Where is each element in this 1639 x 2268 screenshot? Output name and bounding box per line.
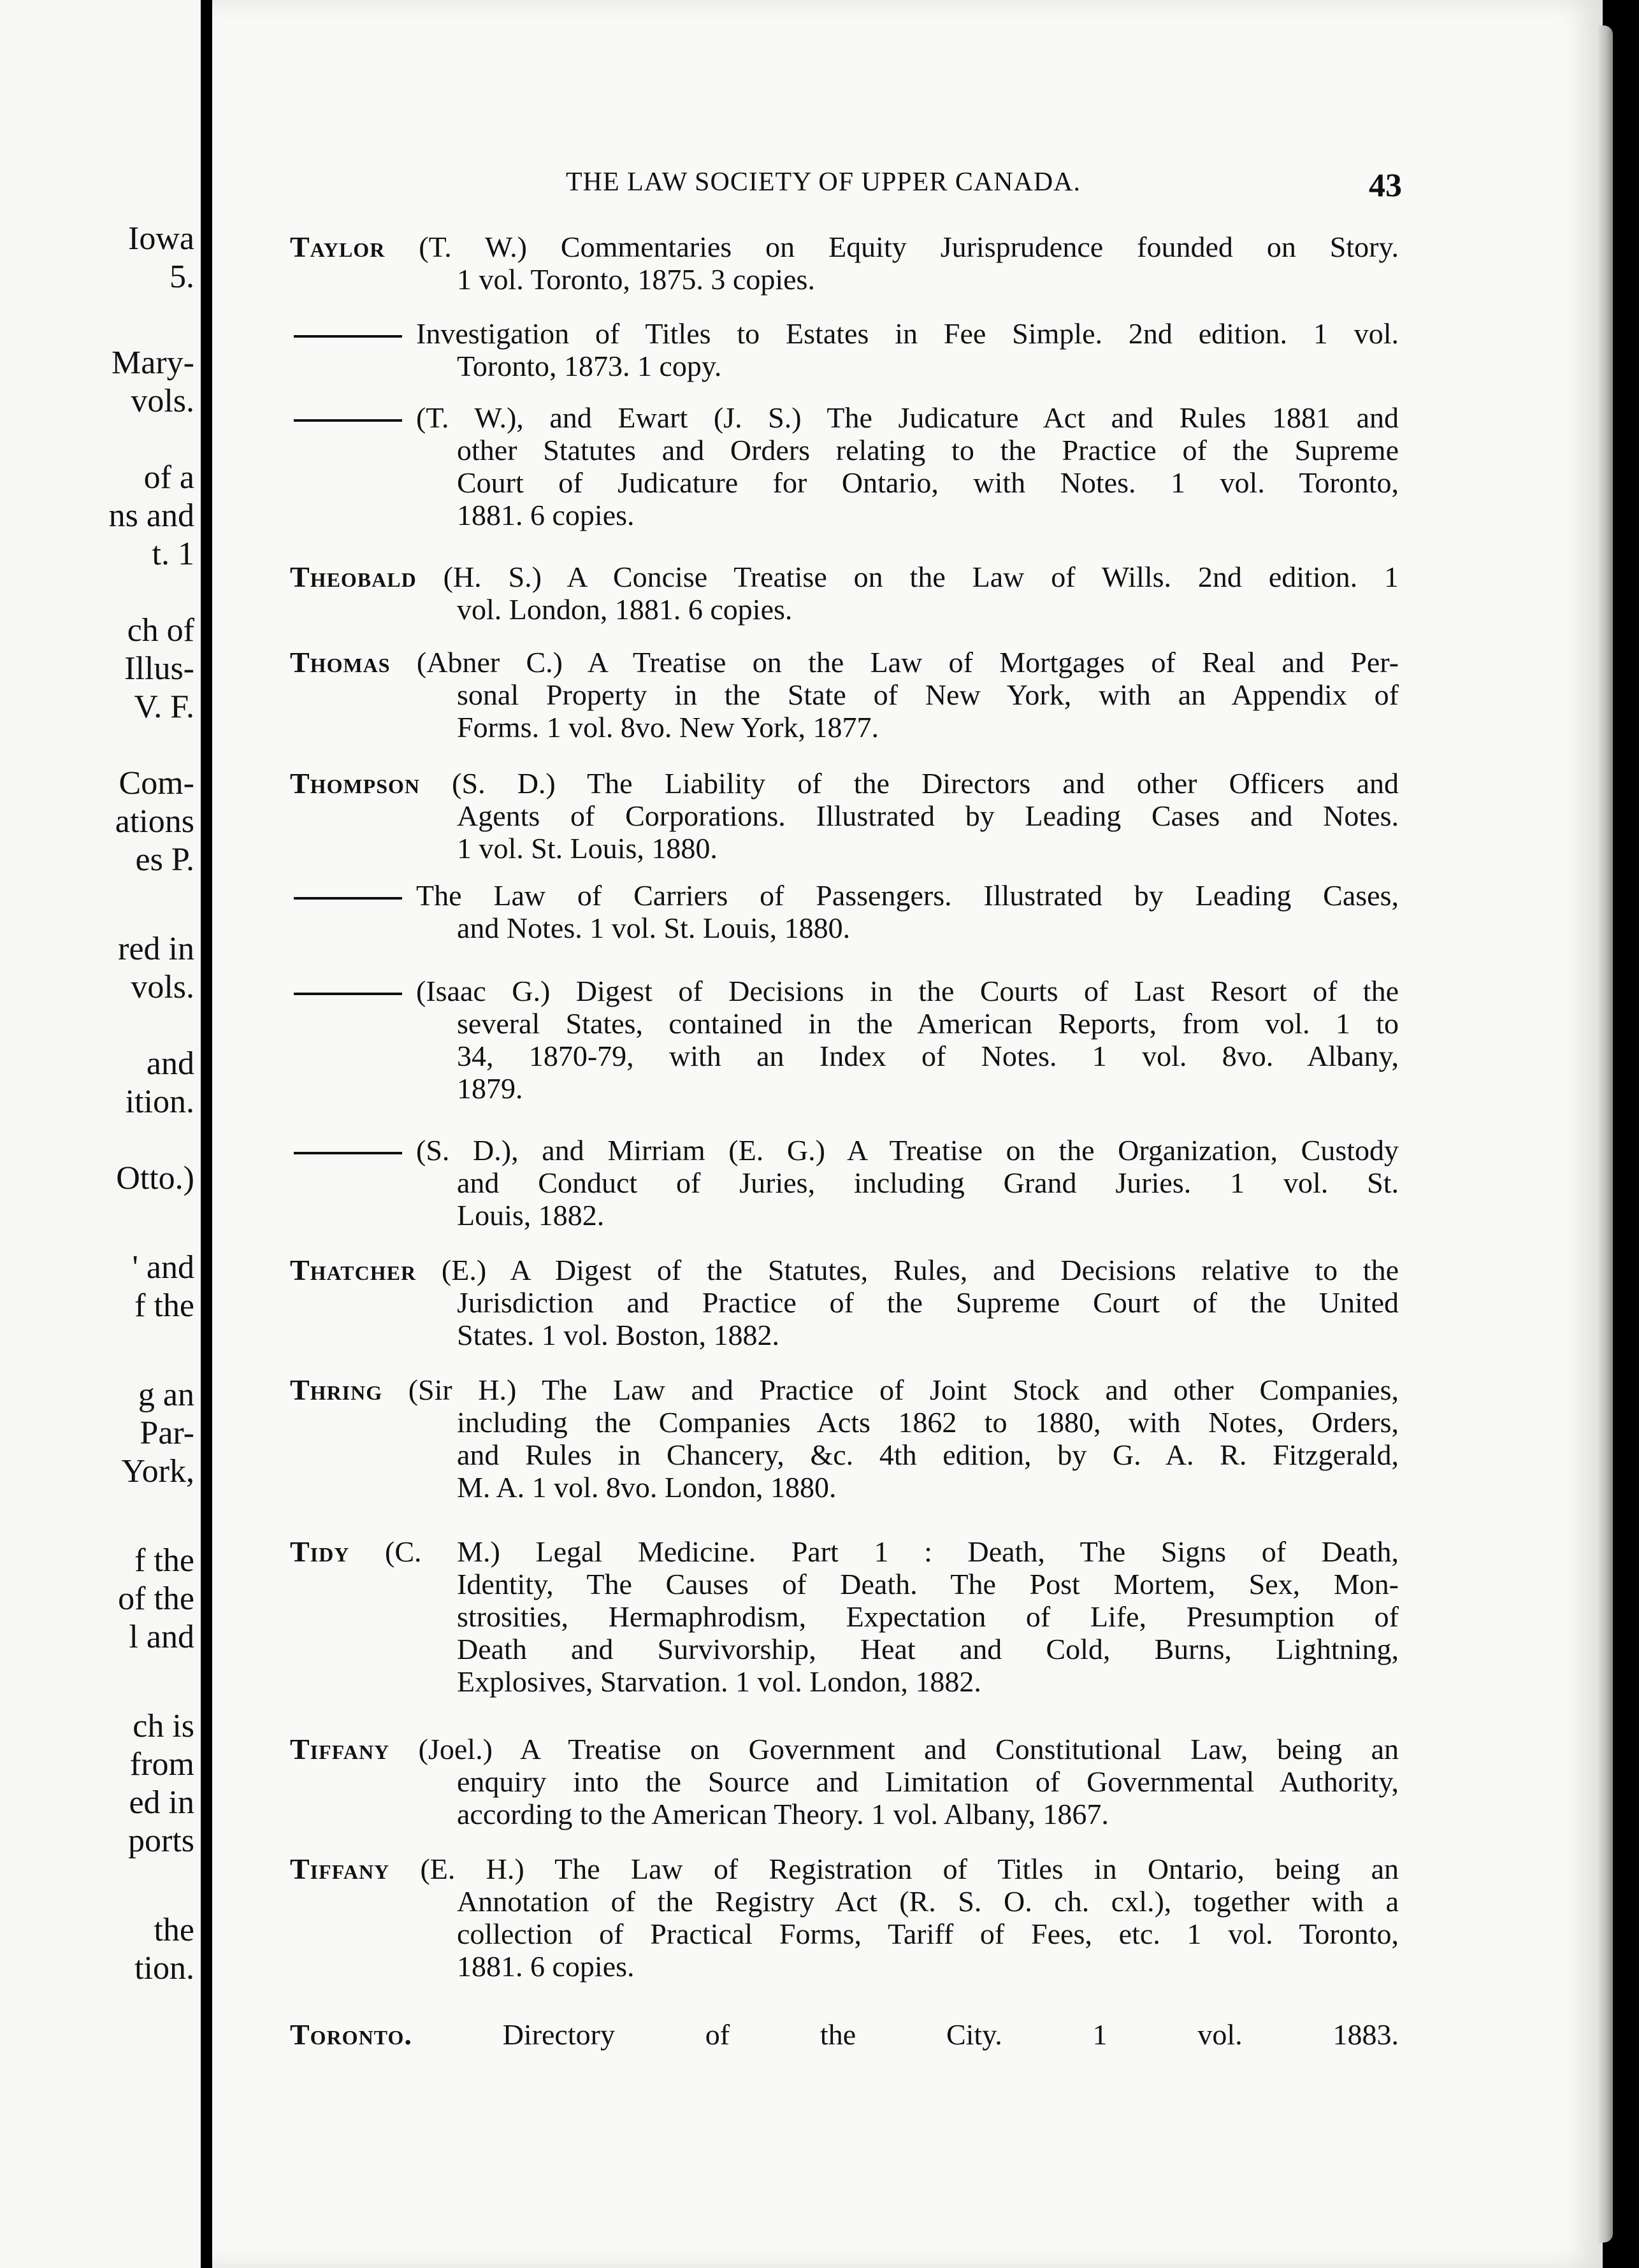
facing-page-fragment: from bbox=[129, 1746, 194, 1783]
entry-line: 1881. 6 copies. bbox=[457, 1950, 635, 1983]
entry-line: Annotation of the Registry Act (R. S. O. ch. cxl.), together with a bbox=[457, 1885, 1399, 1918]
entry-line: Court of Judicature for Ontario, with Notes. 1 vol. Toronto, bbox=[457, 466, 1399, 499]
entry-line: strosities, Hermaphrodism, Expectation of Life, Presumption of bbox=[457, 1600, 1399, 1633]
entry-line: Agents of Corporations. Illustrated by Leading Cases and Notes. bbox=[457, 800, 1399, 832]
entry-author: Toronto. bbox=[290, 2018, 412, 2051]
facing-page-fragment: Otto.) bbox=[116, 1160, 194, 1196]
entry-text: (Joel.) A Treatise on Government and Constitutional Law, being an bbox=[418, 1733, 1399, 1765]
facing-page-fragment: ' and bbox=[132, 1249, 194, 1286]
facing-page-fragment: t. 1 bbox=[152, 536, 194, 572]
bibliography-entry bbox=[290, 561, 1399, 626]
facing-page-fragment: of a bbox=[143, 459, 194, 496]
bibliography-entry bbox=[290, 1374, 1399, 1504]
facing-page-fragment: g an bbox=[138, 1377, 194, 1413]
facing-page-fragment: Mary- bbox=[112, 345, 194, 381]
facing-page-fragment: vols. bbox=[131, 969, 194, 1005]
entry-line: Explosives, Starvation. 1 vol. London, 1882. bbox=[457, 1665, 981, 1698]
adjacent-page-strip bbox=[0, 0, 201, 2268]
ditto-dash bbox=[294, 993, 402, 995]
facing-page-fragment: ition. bbox=[125, 1084, 194, 1120]
facing-page-fragment: red in bbox=[118, 931, 194, 967]
entry-line: enquiry into the Source and Limitation of Governmental Authority, bbox=[457, 1765, 1399, 1798]
entry-text: Directory of the City. 1 vol. 1883. bbox=[502, 2018, 1399, 2051]
entry-author: Thompson bbox=[290, 767, 421, 800]
entry-line: 34, 1870-79, with an Index of Notes. 1 vol. 8vo. Albany, bbox=[457, 1040, 1399, 1072]
entry-text: (E. H.) The Law of Registration of Titles in Ontario, being an bbox=[420, 1853, 1399, 1885]
entry-line: 1879. bbox=[457, 1072, 523, 1105]
entry-author: Thatcher bbox=[290, 1254, 417, 1286]
bibliography-entry bbox=[290, 767, 1399, 865]
facing-page-fragment: ch of bbox=[127, 612, 194, 649]
entry-author: Theobald bbox=[290, 561, 417, 593]
bibliography-entry bbox=[290, 1733, 1399, 1830]
facing-page-fragment: f the bbox=[134, 1288, 194, 1324]
bibliography-entry bbox=[290, 2018, 1399, 2051]
entry-line: Identity, The Causes of Death. The Post Mortem, Sex, Mon- bbox=[457, 1568, 1399, 1600]
facing-page-fragment: ports bbox=[128, 1823, 194, 1859]
ditto-dash bbox=[294, 897, 402, 900]
bibliography-entry bbox=[290, 231, 1399, 296]
entry-line: according to the American Theory. 1 vol. Albany, 1867. bbox=[457, 1798, 1109, 1830]
running-head: THE LAW SOCIETY OF UPPER CANADA. bbox=[566, 168, 1081, 197]
entry-text: (Abner C.) A Treatise on the Law of Mortgages of Real and Per- bbox=[416, 646, 1399, 678]
entry-text: Investigation of Titles to Estates in Fee Simple. 2nd edition. 1 vol. bbox=[416, 317, 1399, 350]
entry-line: and Rules in Chancery, &c. 4th edition, by G. A. R. Fitzgerald, bbox=[457, 1439, 1399, 1471]
entry-text: (Isaac G.) Digest of Decisions in the Courts of Last Resort of the bbox=[416, 975, 1399, 1007]
facing-page-fragment: Iowa bbox=[128, 220, 194, 257]
facing-page-fragment: ch is bbox=[133, 1708, 194, 1744]
facing-page-fragment: and bbox=[146, 1045, 194, 1082]
facing-page-fragment: 5. bbox=[170, 259, 194, 295]
entry-line: Forms. 1 vol. 8vo. New York, 1877. bbox=[457, 711, 879, 743]
facing-page-fragment: Illus- bbox=[124, 650, 194, 687]
entry-line: Louis, 1882. bbox=[457, 1199, 605, 1231]
entry-text: (S. D.), and Mirriam (E. G.) A Treatise on the Organization, Custody bbox=[416, 1134, 1399, 1166]
facing-page-fragment: Par- bbox=[140, 1415, 194, 1451]
bibliography-entry bbox=[290, 1254, 1399, 1351]
ditto-dash bbox=[294, 335, 402, 338]
facing-page-fragment: l and bbox=[129, 1619, 194, 1655]
facing-page-fragment: V. F. bbox=[134, 689, 194, 725]
page-number: 43 bbox=[1369, 168, 1402, 204]
bibliography-entry bbox=[290, 401, 1399, 531]
bibliography-entry bbox=[290, 1853, 1399, 1983]
entry-text: (T. W.) Commentaries on Equity Jurisprudence founded on Story. bbox=[419, 231, 1399, 263]
entry-text: (H. S.) A Concise Treatise on the Law of Wills. 2nd edition. 1 bbox=[443, 561, 1399, 593]
entry-line: Jurisdiction and Practice of the Supreme Court of the United bbox=[457, 1286, 1399, 1319]
bibliography-entry bbox=[290, 317, 1399, 382]
page-edge bbox=[1596, 25, 1613, 2243]
entry-line: collection of Practical Forms, Tariff of Fees, etc. 1 vol. Toronto, bbox=[457, 1918, 1399, 1950]
facing-page-fragment: ed in bbox=[129, 1784, 194, 1821]
entry-author: Tiffany bbox=[290, 1733, 390, 1765]
entry-line: other Statutes and Orders relating to the Practice of the Supreme bbox=[457, 434, 1399, 466]
ditto-dash bbox=[294, 419, 402, 422]
facing-page-fragment: tion. bbox=[134, 1950, 194, 1986]
book-gutter bbox=[201, 0, 212, 2268]
entry-author: Tidy bbox=[290, 1535, 350, 1568]
bibliography-entry bbox=[290, 1535, 1399, 1698]
bibliography-entry bbox=[290, 975, 1399, 1105]
entry-text: (T. W.), and Ewart (J. S.) The Judicature Act and Rules 1881 and bbox=[416, 401, 1399, 434]
entry-line: Death and Survivorship, Heat and Cold, Burns, Lightning, bbox=[457, 1633, 1399, 1665]
entry-line: vol. London, 1881. 6 copies. bbox=[457, 593, 793, 626]
entry-line: 1 vol. Toronto, 1875. 3 copies. bbox=[457, 263, 815, 296]
entry-line: including the Companies Acts 1862 to 1880, with Notes, Orders, bbox=[457, 1406, 1399, 1439]
entry-author: Taylor bbox=[290, 231, 386, 263]
entry-author: Tiffany bbox=[290, 1853, 390, 1885]
bibliography-entry bbox=[290, 1134, 1399, 1231]
facing-page-fragment: vols. bbox=[131, 383, 194, 419]
entry-text: (S. D.) The Liability of the Directors and other Officers and bbox=[452, 767, 1399, 800]
entry-line: and Notes. 1 vol. St. Louis, 1880. bbox=[457, 912, 851, 944]
entry-line: and Conduct of Juries, including Grand Juries. 1 vol. St. bbox=[457, 1166, 1399, 1199]
entry-author: Thomas bbox=[290, 646, 391, 678]
facing-page-fragment: the bbox=[154, 1912, 194, 1948]
entry-author: Thring bbox=[290, 1374, 383, 1406]
entry-line: Toronto, 1873. 1 copy. bbox=[457, 350, 722, 382]
entry-text: (Sir H.) The Law and Practice of Joint Stock and other Companies, bbox=[408, 1374, 1399, 1406]
entry-line: sonal Property in the State of New York, with an Appendix of bbox=[457, 678, 1399, 711]
facing-page-fragment: f the bbox=[134, 1542, 194, 1579]
entry-text: (C. M.) Legal Medicine. Part 1 : Death, The Signs of Death, bbox=[385, 1535, 1399, 1568]
facing-page-fragment: ns and bbox=[108, 498, 194, 534]
entry-line: States. 1 vol. Boston, 1882. bbox=[457, 1319, 780, 1351]
facing-page-fragment: of the bbox=[118, 1581, 194, 1617]
entry-line: M. A. 1 vol. 8vo. London, 1880. bbox=[457, 1471, 837, 1504]
facing-page-fragment: York, bbox=[121, 1453, 194, 1489]
entry-text: (E.) A Digest of the Statutes, Rules, and Decisions relative to the bbox=[441, 1254, 1399, 1286]
facing-page-fragment: ations bbox=[115, 803, 194, 840]
bibliography-entry bbox=[290, 879, 1399, 944]
facing-page-fragment: es P. bbox=[135, 842, 194, 878]
ditto-dash bbox=[294, 1152, 402, 1154]
bibliography-entry bbox=[290, 646, 1399, 743]
entry-text: The Law of Carriers of Passengers. Illustrated by Leading Cases, bbox=[416, 879, 1399, 912]
entry-line: several States, contained in the American Reports, from vol. 1 to bbox=[457, 1007, 1399, 1040]
entry-line: 1881. 6 copies. bbox=[457, 499, 635, 531]
facing-page-fragment: Com- bbox=[119, 765, 194, 801]
entry-line: 1 vol. St. Louis, 1880. bbox=[457, 832, 718, 865]
